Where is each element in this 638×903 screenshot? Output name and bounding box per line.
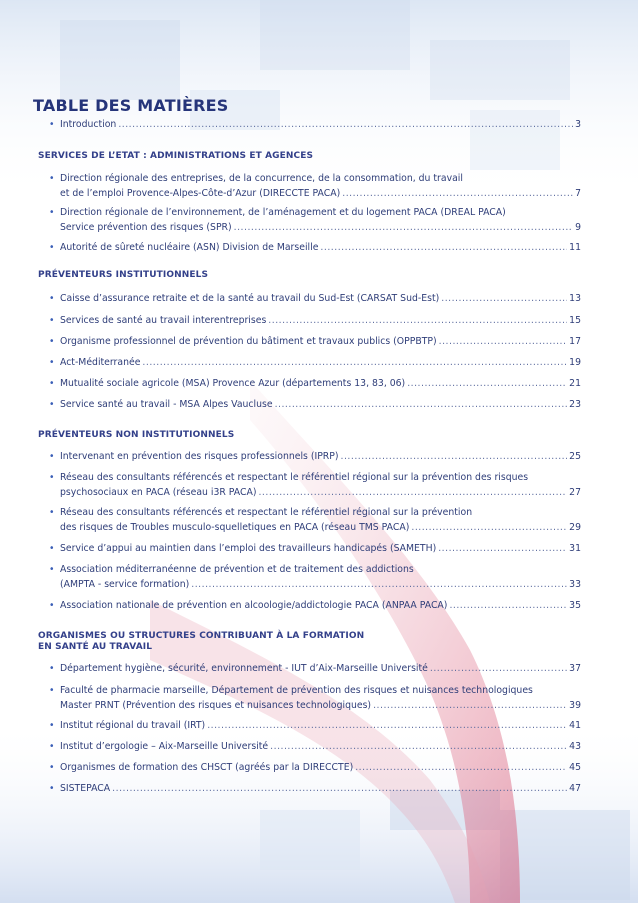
bullet-icon: • [49,507,55,518]
section-heading-preventeurs-non-institutionnels: PRÉVENTEURS NON INSTITUTIONNELS [38,430,235,440]
toc-entry-label: Faculté de pharmacie marseille, Département de prévention des risques et nuisances technologiques [60,685,533,696]
toc-page-number: 39 [569,700,581,711]
toc-page-number: 43 [569,741,581,752]
leader-dots [268,313,567,328]
toc-entry-label: Service d’appui au maintien dans l’emploi des travailleurs handicapés (SAMETH) [60,543,437,554]
toc-page-number: 31 [569,543,581,554]
toc-page-number: 25 [569,451,581,462]
toc-entry[interactable] [49,376,581,391]
bullet-icon: • [49,720,55,731]
toc-entry-label: Organismes de formation des CHSCT (agréés par la DIRECCTE) [60,762,354,773]
toc-page-number: 41 [569,720,581,731]
toc-page-number: 35 [569,600,581,611]
toc-entry-label: et de l’emploi Provence-Alpes-Côte-d’Azur (DIRECCTE PACA) [60,188,341,199]
bullet-icon: • [49,242,55,253]
bullet-icon: • [49,173,55,184]
toc-entry[interactable] [49,171,581,201]
toc-page-number: 7 [575,188,581,199]
toc-page-number: 27 [569,487,581,498]
toc-entry-label: Intervenant en prévention des risques professionnels (IPRP) [60,451,339,462]
leader-dots [275,397,568,412]
toc-entry-label: Organisme professionnel de prévention du bâtiment et travaux publics (OPPBTP) [60,336,437,347]
leader-dots [438,541,567,556]
toc-entry-label: Direction régionale de l’environnement, de l’aménagement et du logement PACA (DREAL PACA) [60,207,506,218]
leader-dots [355,760,567,775]
toc-page-number: 33 [569,579,581,590]
toc-page-number: 47 [569,783,581,794]
toc-page-number: 29 [569,522,581,533]
toc-entry-label: Réseau des consultants référencés et respectant le référentiel régional sur la prévention [60,507,473,518]
leader-dots [373,698,567,713]
bullet-icon: • [49,293,55,304]
toc-entry[interactable] [49,683,581,713]
leader-dots [142,355,567,370]
bullet-icon: • [49,741,55,752]
toc-page-number: 17 [569,336,581,347]
toc-page-number: 45 [569,762,581,773]
leader-dots [112,781,567,796]
leader-dots [191,577,567,592]
toc-entry-label: des risques de Troubles musculo-squelletiques en PACA (réseau TMS PACA) [60,522,410,533]
leader-dots [258,485,567,500]
toc-page-number: 21 [569,378,581,389]
bullet-icon: • [49,357,55,368]
bullet-icon: • [49,762,55,773]
leader-dots [118,117,573,132]
toc-page-number: 9 [575,222,581,233]
section-heading-line: EN SANTÉ AU TRAVAIL [38,642,153,652]
toc-page-number: 19 [569,357,581,368]
bullet-icon: • [49,564,55,575]
toc-entry[interactable] [49,397,581,412]
bullet-icon: • [49,451,55,462]
page-title: TABLE DES MATIÈRES [33,96,229,115]
bullet-icon: • [49,472,55,483]
toc-entry[interactable] [49,781,581,796]
leader-dots [407,376,567,391]
toc-entry[interactable] [49,562,581,592]
leader-dots [449,598,567,613]
toc-page-number: 3 [575,119,581,130]
toc-entry-label: Mutualité sociale agricole (MSA) Provence Azur (départements 13, 83, 06) [60,378,406,389]
toc-entry-label: Réseau des consultants référencés et respectant le référentiel régional sur la prévention des risques [60,472,529,483]
toc-entry-label: Direction régionale des entreprises, de la concurrence, de la consommation, du travail [60,173,463,184]
leader-dots [439,334,568,349]
toc-entry[interactable] [49,313,581,328]
toc-entry[interactable] [49,449,581,464]
bullet-icon: • [49,207,55,218]
bullet-icon: • [49,399,55,410]
toc-entry-label: Service santé au travail - MSA Alpes Vaucluse [60,399,273,410]
toc-page-number: 11 [569,242,581,253]
toc-entry-label: Act-Méditerranée [60,357,141,368]
toc-entry-label: Institut régional du travail (IRT) [60,720,206,731]
leader-dots [234,220,573,235]
leader-dots [270,739,567,754]
toc-entry[interactable] [49,505,581,535]
toc-page-number: 23 [569,399,581,410]
leader-dots [320,240,567,255]
bullet-icon: • [49,685,55,696]
bullet-icon: • [49,663,55,674]
toc-entry-label: Association méditerranéenne de prévention et de traitement des addictions [60,564,414,575]
toc-entry-label: Caisse d’assurance retraite et de la santé au travail du Sud-Est (CARSAT Sud-Est) [60,293,440,304]
toc-entry[interactable] [49,240,581,255]
toc-entry[interactable] [49,291,581,306]
leader-dots [411,520,567,535]
bullet-icon: • [49,600,55,611]
toc-entry-label: (AMPTA - service formation) [60,579,190,590]
leader-dots [430,661,567,676]
toc-entry[interactable] [49,541,581,556]
toc-page-number: 15 [569,315,581,326]
leader-dots [441,291,567,306]
toc-entry-label: Département hygiène, sécurité, environnement - IUT d’Aix-Marseille Université [60,663,428,674]
toc-page-number: 37 [569,663,581,674]
toc-entry-label: Master PRNT (Prévention des risques et nuisances technologiques) [60,700,372,711]
toc-entry[interactable] [49,470,581,500]
bullet-icon: • [49,783,55,794]
toc-entry-introduction[interactable] [49,117,581,132]
leader-dots [341,449,568,464]
section-heading-preventeurs-institutionnels: PRÉVENTEURS INSTITUTIONNELS [38,270,209,280]
bullet-icon: • [49,543,55,554]
toc-entry[interactable] [49,598,581,613]
section-heading-etat: SERVICES DE L’ETAT : ADMINISTRATIONS ET AGENCES [38,151,314,161]
toc-entry-label: Institut d’ergologie – Aix-Marseille Université [60,741,269,752]
toc-entry-label: Autorité de sûreté nucléaire (ASN) Division de Marseille [60,242,319,253]
bullet-icon: • [49,336,55,347]
section-heading-formation [38,631,364,653]
toc-entry[interactable] [49,334,581,349]
toc-entry[interactable] [49,760,581,775]
toc-entry[interactable] [49,205,581,235]
toc-entry[interactable] [49,355,581,370]
toc-entry[interactable] [49,718,581,733]
toc-entry-label: psychosociaux en PACA (réseau i3R PACA) [60,487,257,498]
toc-entry-label: SISTEPACA [60,783,111,794]
toc-page-number: 13 [569,293,581,304]
toc-entry-label: Service prévention des risques (SPR) [60,222,232,233]
toc-entry[interactable] [49,739,581,754]
leader-dots [342,186,573,201]
toc-entry-label: Introduction [60,119,117,130]
leader-dots [207,718,567,733]
toc-entry-label: Services de santé au travail interentreprises [60,315,267,326]
toc-entry[interactable] [49,661,581,676]
bullet-icon: • [49,119,55,130]
section-heading-line: ORGANISMES OU STRUCTURES CONTRIBUANT À LA FORMATION [38,631,365,641]
bullet-icon: • [49,315,55,326]
bullet-icon: • [49,378,55,389]
toc-entry-label: Association nationale de prévention en alcoologie/addictologie PACA (ANPAA PACA) [60,600,448,611]
